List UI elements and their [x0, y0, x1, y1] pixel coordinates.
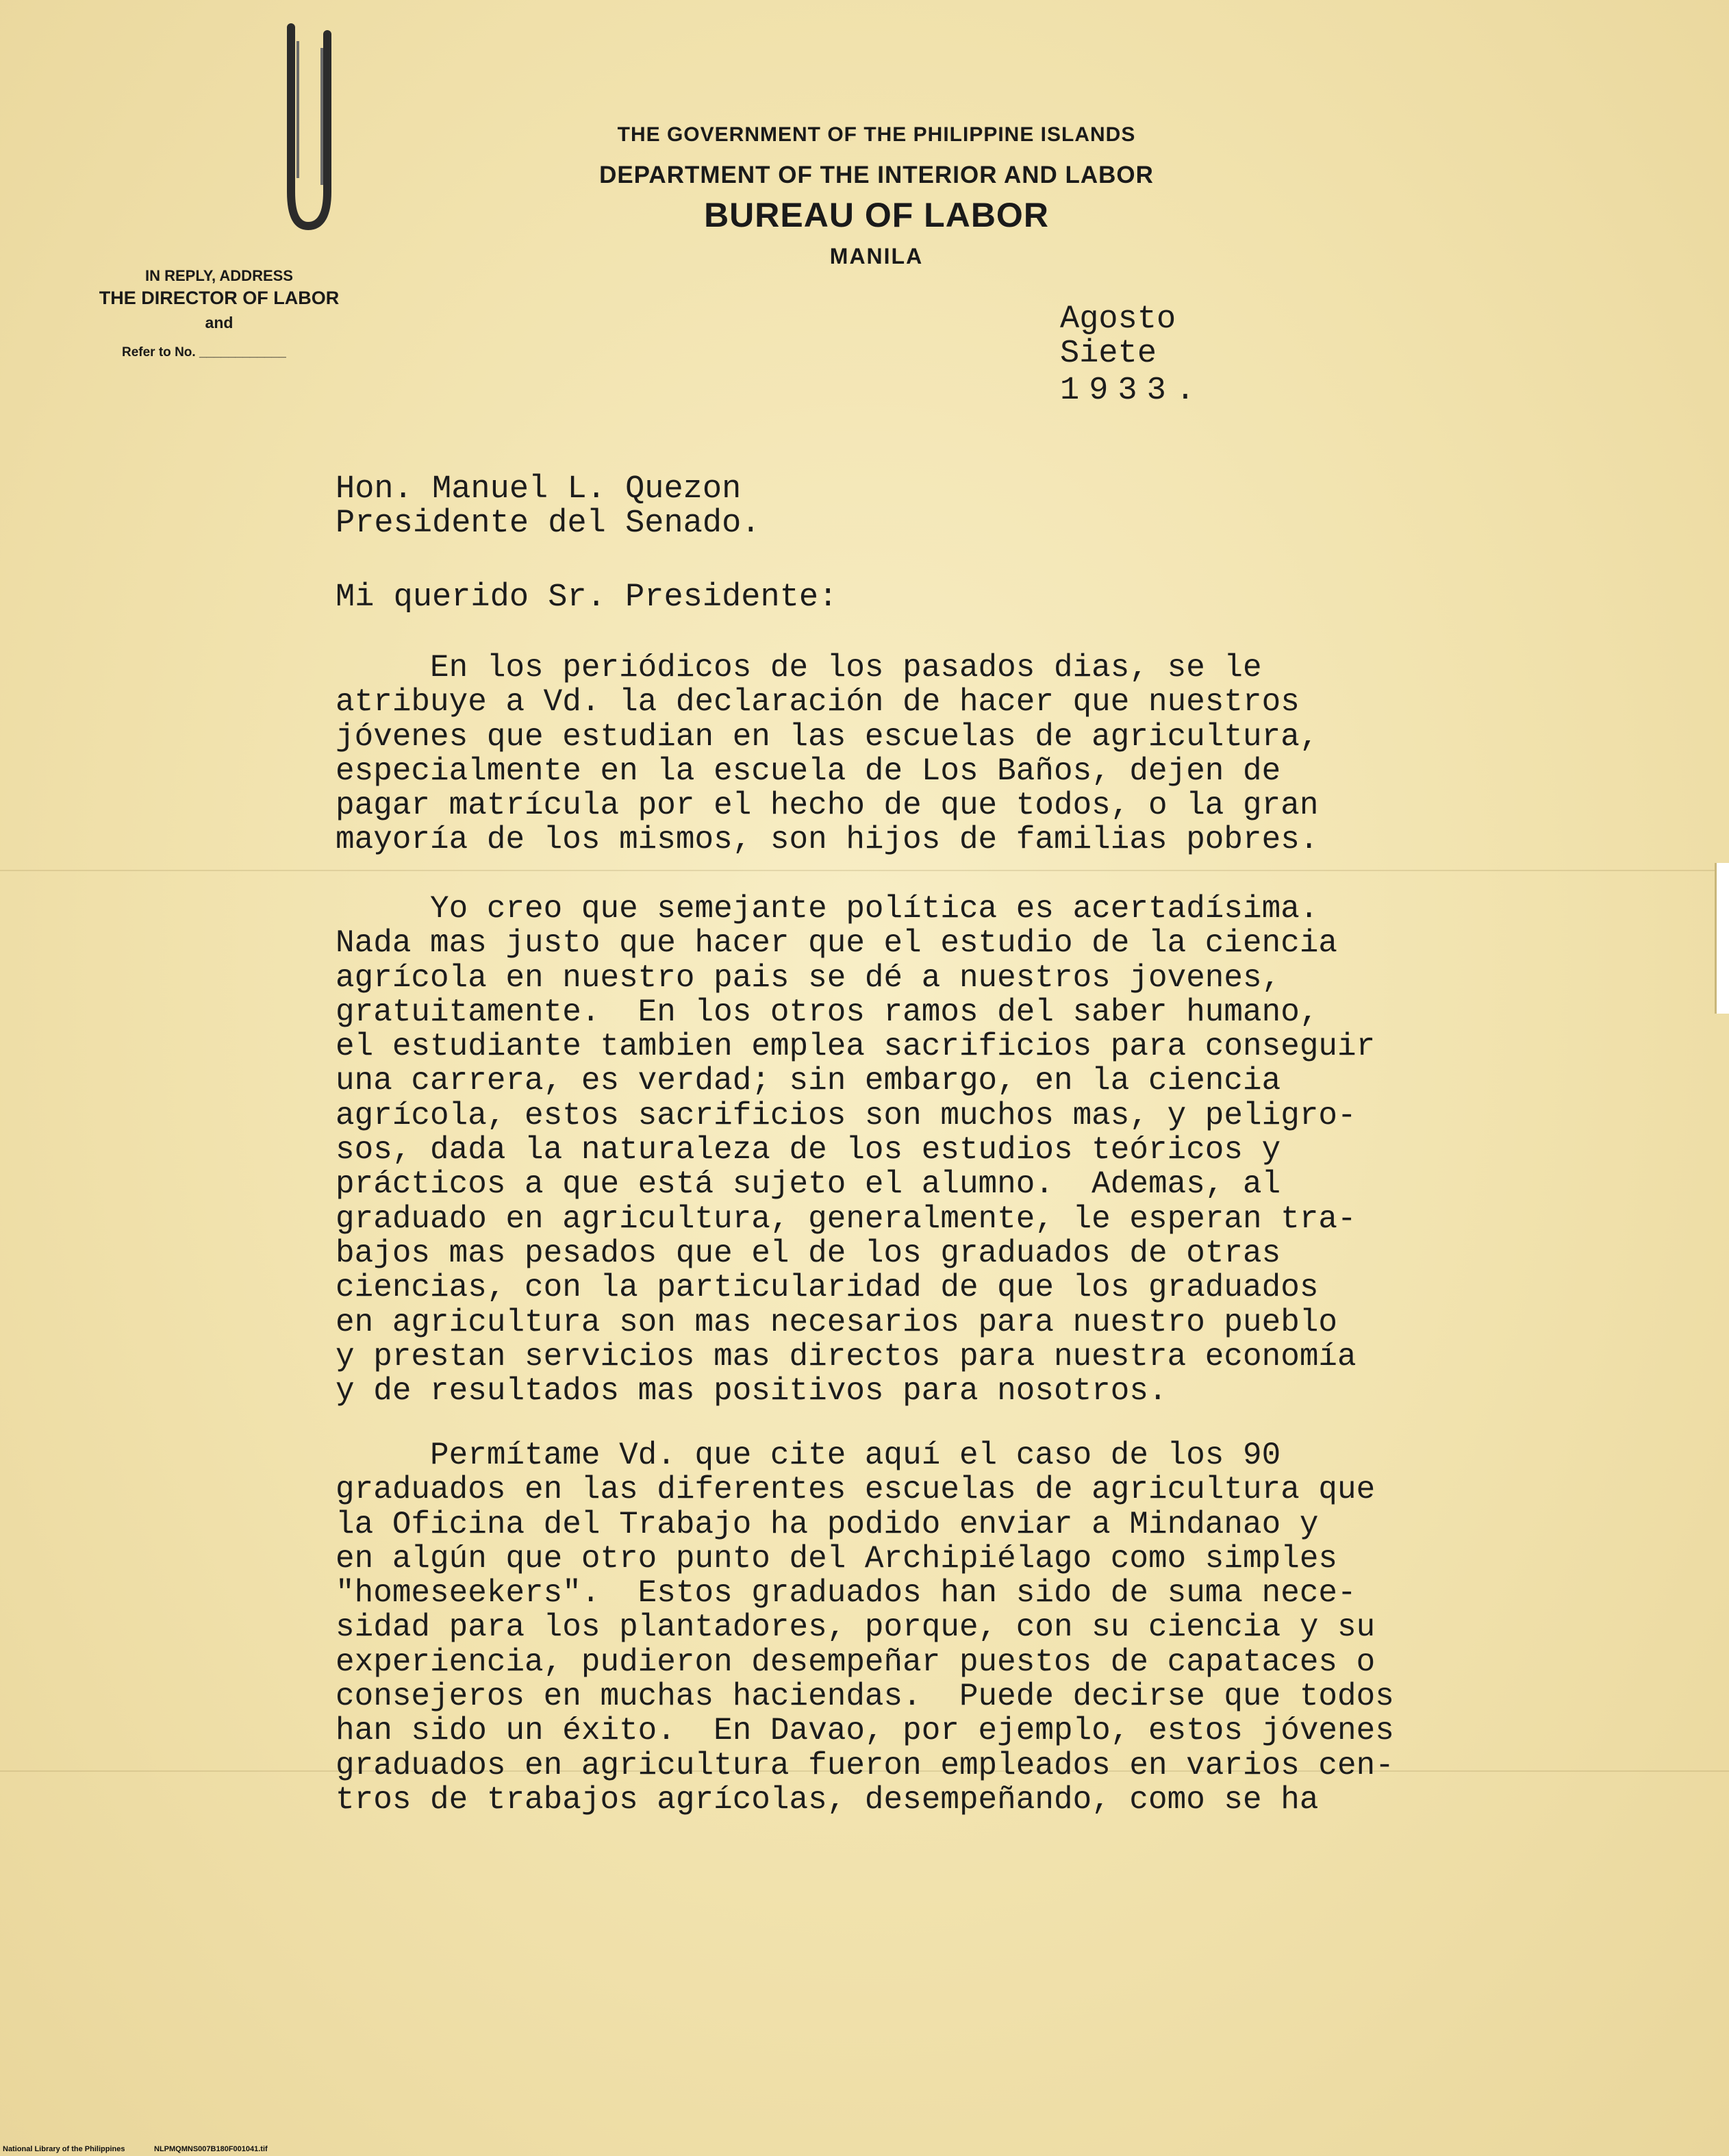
paragraph-line: en algún que otro punto del Archipiélago como simples	[336, 1540, 1338, 1577]
salutation: Mi querido Sr. Presidente:	[336, 579, 838, 616]
paragraph-line: una carrera, es verdad; sin embargo, en la ciencia	[336, 1063, 1281, 1099]
paragraph-line: tros de trabajos agrícolas, desempeñando, como se ha	[336, 1781, 1319, 1818]
paragraph-line: sos, dada la naturaleza de los estudios teóricos y	[336, 1132, 1281, 1168]
paragraph-line: han sido un éxito. En Davao, por ejemplo, estos jóvenes	[336, 1713, 1394, 1749]
addressee-name: Hon. Manuel L. Quezon	[336, 471, 742, 507]
letterhead-department: DEPARTMENT OF THE INTERIOR AND LABOR	[599, 162, 1154, 188]
paragraph-line: especialmente en la escuela de Los Baños, dejen de	[336, 753, 1281, 789]
paragraph-line: gratuitamente. En los otros ramos del saber humano,	[336, 994, 1319, 1030]
body-paragraph	[336, 1438, 1394, 1817]
paragraph-line: sidad para los plantadores, porque, con su ciencia y su	[336, 1609, 1376, 1646]
paragraph-line: pagar matrícula por el hecho de que todos, o la gran	[336, 788, 1319, 824]
paragraph-line: Yo creo que semejante política es acertadísima.	[336, 891, 1319, 927]
paragraph-line: graduado en agricultura, generalmente, le esperan tra-	[336, 1201, 1356, 1237]
body-paragraph	[336, 651, 1318, 857]
date-day: Siete	[1060, 336, 1157, 372]
reply-and: and	[205, 314, 234, 331]
paragraph-line: mayoría de los mismos, son hijos de familias pobres.	[336, 822, 1319, 858]
addressee-title: Presidente del Senado.	[336, 505, 761, 542]
letterhead-city: MANILA	[829, 244, 924, 268]
paragraph-line: En los periódicos de los pasados dias, se le	[336, 650, 1262, 686]
paragraph-line: prácticos a que está sujeto el alumno. Ademas, al	[336, 1166, 1281, 1203]
paragraph-line: ciencias, con la particularidad de que los graduados	[336, 1270, 1319, 1306]
reply-instruction: IN REPLY, ADDRESS	[145, 267, 293, 284]
refer-to-number: Refer to No. ____________	[122, 345, 286, 360]
paragraph-line: y prestan servicios mas directos para nuestra economía	[336, 1338, 1356, 1375]
paragraph-line: graduados en agricultura fueron empleados en varios cen-	[336, 1747, 1394, 1783]
paragraph-line: atribuye a Vd. la declaración de hacer que nuestros	[336, 684, 1300, 720]
paper-fold-line	[0, 870, 1729, 871]
paragraph-line: consejeros en muchas haciendas. Puede decirse que todos	[336, 1679, 1394, 1715]
paper-clip-icon	[267, 21, 349, 233]
paragraph-line: graduados en las diferentes escuelas de agricultura que	[336, 1472, 1376, 1508]
paragraph-line: agrícola en nuestro pais se dé a nuestros jovenes,	[336, 960, 1281, 996]
file-name: NLPMQMNS007B180F001041.tif	[154, 2145, 268, 2153]
paragraph-line: jóvenes que estudian en las escuelas de agricultura,	[336, 718, 1319, 755]
letterhead-government: THE GOVERNMENT OF THE PHILIPPINE ISLANDS	[617, 123, 1136, 146]
paper-edge-tear	[1715, 863, 1729, 1014]
library-credit: National Library of the Philippines	[3, 2145, 125, 2153]
paragraph-line: Nada mas justo que hacer que el estudio de la ciencia	[336, 925, 1338, 962]
paragraph-line: el estudiante tambien emplea sacrificios para conseguir	[336, 1029, 1376, 1065]
paragraph-line: la Oficina del Trabajo ha podido enviar a Mindanao y	[336, 1506, 1319, 1542]
date-month: Agosto	[1060, 301, 1176, 338]
paragraph-line: "homeseekers". Estos graduados han sido de suma nece-	[336, 1575, 1356, 1612]
letterhead-bureau: BUREAU OF LABOR	[704, 196, 1049, 234]
paragraph-line: bajos mas pesados que el de los graduados de otras	[336, 1235, 1281, 1271]
reply-director: THE DIRECTOR OF LABOR	[99, 288, 340, 308]
paragraph-line: experiencia, pudieron desempeñar puestos de capataces o	[336, 1644, 1376, 1680]
paragraph-line: Permítame Vd. que cite aquí el caso de los 90	[336, 1438, 1281, 1473]
paragraph-line: agrícola, estos sacrificios son muchos mas, y peligro-	[336, 1097, 1356, 1133]
paragraph-line: en agricultura son mas necesarios para nuestro pueblo	[336, 1304, 1338, 1340]
date-year: 1933.	[1060, 373, 1205, 409]
body-paragraph	[336, 892, 1375, 1408]
paragraph-line: y de resultados mas positivos para nosotros.	[336, 1373, 1168, 1409]
